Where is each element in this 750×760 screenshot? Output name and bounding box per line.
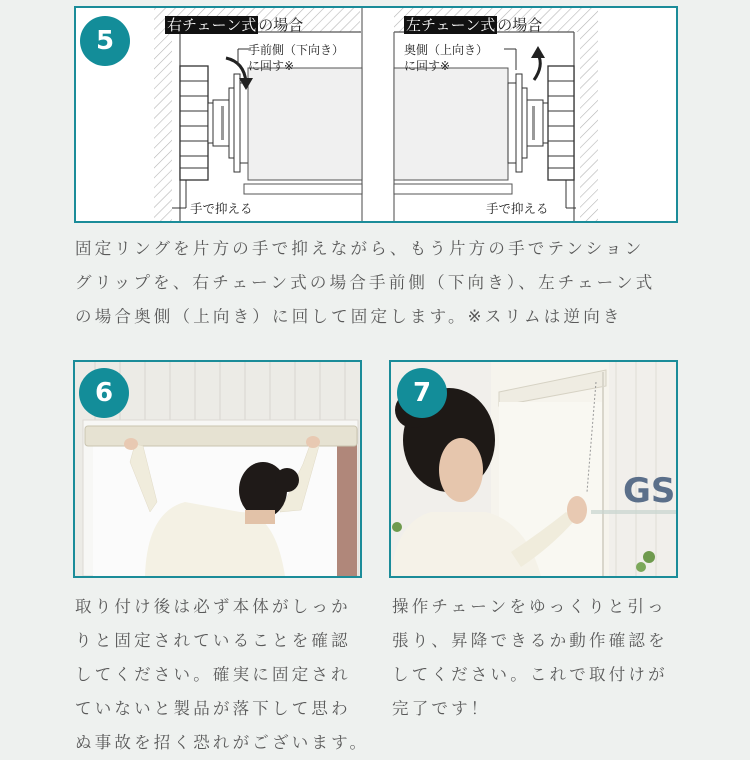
step5-badge: 5 (80, 16, 130, 66)
step6-line-3: してください。確実に固定され (75, 665, 351, 684)
decor-letters: GS (623, 471, 676, 511)
step5-line-1: 固定リングを片方の手で抑えながら、もう片方の手でテンション (75, 239, 645, 258)
step5-diagram (76, 8, 676, 221)
right-chain-suffix: の場合 (258, 16, 304, 34)
step6-panel (73, 360, 362, 578)
left-chain-suffix: の場合 (497, 16, 543, 34)
step5-description (75, 232, 715, 334)
step7-line-1: 操作チェーンをゆっくりと引っ (392, 597, 667, 616)
step7-line-2: 張り、昇降できるか動作確認を (392, 631, 668, 650)
right-turn-label-line1: 手前側（下向き） (248, 43, 345, 57)
left-chain-heading (404, 14, 542, 35)
step6-line-2: りと固定されていることを確認 (75, 631, 351, 650)
step6-line-1: 取り付け後は必ず本体がしっか (75, 597, 351, 616)
right-chain-heading (165, 14, 303, 35)
right-chain-tag: 右チェーン式 (167, 16, 257, 34)
right-hold-label: 手で抑える (190, 201, 253, 216)
step5-panel (74, 6, 678, 223)
left-turn-label (404, 42, 488, 74)
left-chain-tag: 左チェーン式 (406, 16, 496, 34)
wall-hatch-left (154, 8, 172, 221)
tension-grip-left (180, 66, 362, 194)
wall-hatch-right (580, 8, 598, 221)
left-hold-label: 手で抑える (486, 201, 549, 216)
right-turn-label (248, 42, 344, 74)
step7-line-4: 完了です！ (392, 699, 491, 718)
step5-line-2: グリップを、右チェーン式の場合手前側（下向き）、左チェーン式 (75, 273, 656, 292)
step7-panel (389, 360, 678, 578)
right-turn-label-line2: に回す※ (248, 59, 295, 73)
tension-grip-right (394, 66, 574, 194)
left-turn-label-line1: 奥側（上向き） (404, 43, 489, 57)
step6-line-5: ぬ事故を招く恐れがございます。 (75, 733, 370, 752)
left-turn-label-line2: に回す※ (404, 59, 451, 73)
step6-badge: 6 (79, 368, 129, 418)
step7-description (392, 590, 692, 726)
step7-badge: 7 (397, 368, 447, 418)
step7-line-3: してください。これで取付けが (392, 665, 668, 684)
step6-line-4: ていないと製品が落下して思わ (75, 699, 351, 718)
step5-line-3: の場合奥側（上向き）に回して固定します。※スリムは逆向き (75, 307, 623, 326)
step6-description (75, 590, 375, 760)
